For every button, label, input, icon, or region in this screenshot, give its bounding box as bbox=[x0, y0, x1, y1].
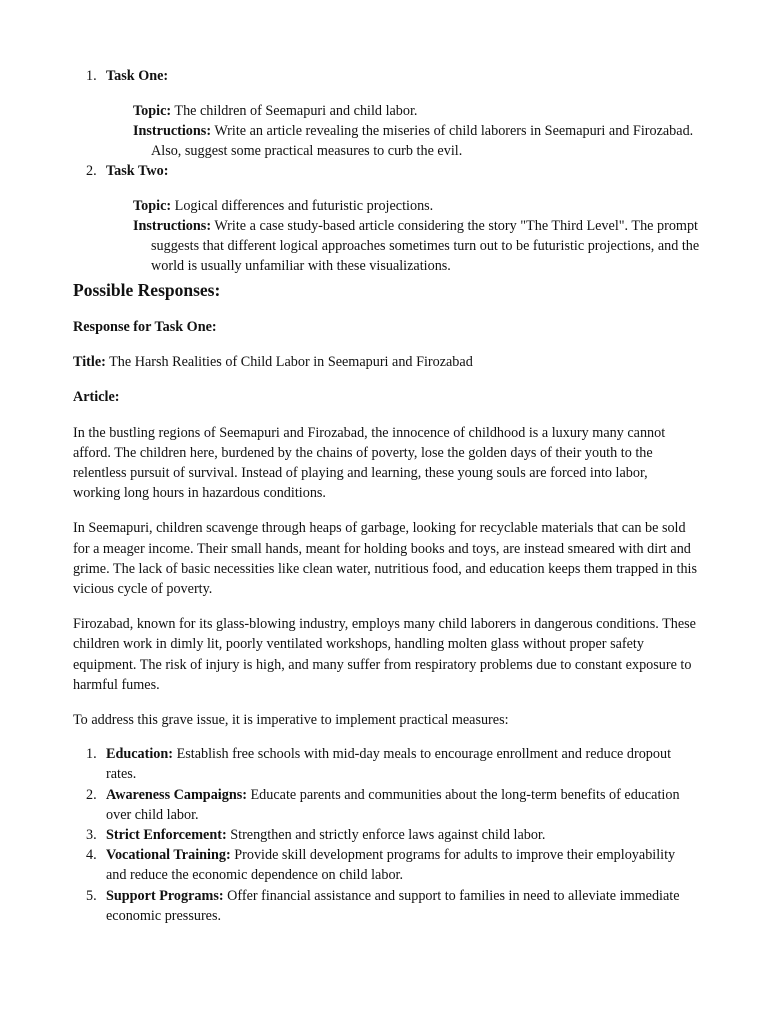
instructions-text: Write an article revealing the miseries of child laborers in Seemapuri and Firozabad. Also, suggest some practical measures to curb the evil. bbox=[151, 123, 694, 159]
topic-label: Topic: bbox=[133, 103, 172, 119]
measure-label: Education: bbox=[106, 746, 174, 763]
list-item bbox=[73, 825, 698, 845]
responses-heading: Possible Responses: bbox=[73, 280, 221, 300]
list-item bbox=[73, 845, 698, 885]
task-number: 1. bbox=[86, 68, 97, 84]
list-item bbox=[73, 886, 698, 926]
instructions-text: Write a case study-based article considering the story "The Third Level". The prompt suggests that different logical approaches sometimes turn out to be futuristic projections, and the world is usually unfamiliar with these visualizations. bbox=[151, 218, 700, 274]
topic-text: Logical differences and futuristic projections. bbox=[174, 198, 434, 214]
measure-label: Vocational Training: bbox=[106, 847, 231, 864]
task-instructions bbox=[133, 121, 713, 161]
list-number: 5. bbox=[86, 887, 97, 904]
responses-section bbox=[73, 278, 698, 926]
task-details bbox=[106, 196, 713, 276]
task-topic bbox=[133, 101, 713, 121]
title-label: Title: bbox=[73, 354, 106, 371]
task-instructions bbox=[133, 216, 713, 276]
task-topic bbox=[133, 196, 713, 216]
task-heading: Task One: bbox=[106, 68, 169, 84]
list-item bbox=[73, 744, 698, 784]
task-one-response-heading: Response for Task One: bbox=[73, 319, 217, 335]
list-number: 4. bbox=[86, 847, 97, 864]
task-details bbox=[106, 101, 713, 161]
measures-list bbox=[73, 744, 698, 926]
topic-label: Topic: bbox=[133, 198, 172, 214]
list-number: 1. bbox=[86, 746, 97, 763]
article-paragraph: Firozabad, known for its glass-blowing industry, employs many child laborers in dangerous conditions. These children work in dimly lit, poorly ventilated workshops, handling molten glass without proper safety equipment. The risk of injury is high, and many suffer from respiratory problems due to constant exposure to harmful fumes. bbox=[73, 616, 696, 693]
article-paragraph: In the bustling regions of Seemapuri and Firozabad, the innocence of childhood is a luxury many cannot afford. The children here, burdened by the chains of poverty, lose the golden days of their youth to the relentless pursuit of survival. Instead of playing and learning, these young souls are forced into labor, working long hours in hazardous conditions. bbox=[73, 424, 666, 502]
list-number: 3. bbox=[86, 827, 97, 844]
measure-label: Awareness Campaigns: bbox=[106, 786, 247, 803]
list-item bbox=[73, 785, 698, 825]
article-paragraph: In Seemapuri, children scavenge through heaps of garbage, looking for recyclable materials that can be sold for a meager income. Their small hands, meant for holding books and toys, are instead smeared with dirt and grime. The lack of basic necessities like clean water, nutritious food, and education keeps them trapped in this vicious cycle of poverty. bbox=[73, 520, 698, 598]
measure-text: Establish free schools with mid-day meals to encourage enrollment and reduce dropout rates. bbox=[106, 746, 672, 783]
measure-text: Educate parents and communities about the long-term benefits of education over child labor. bbox=[106, 786, 680, 823]
task-item-two bbox=[73, 161, 713, 276]
measure-text: Provide skill development programs for adults to improve their employability and reduce the economic dependence on child labor. bbox=[106, 847, 676, 884]
measure-text: Strengthen and strictly enforce laws against child labor. bbox=[230, 827, 546, 844]
task-list bbox=[73, 66, 713, 276]
instructions-label: Instructions: bbox=[133, 218, 212, 234]
measure-label: Support Programs: bbox=[106, 887, 224, 904]
article-title bbox=[73, 352, 698, 372]
instructions-label: Instructions: bbox=[133, 123, 212, 139]
article-label: Article: bbox=[73, 389, 120, 406]
measure-label: Strict Enforcement: bbox=[106, 827, 227, 844]
task-number: 2. bbox=[86, 163, 97, 179]
task-heading: Task Two: bbox=[106, 163, 169, 179]
task-item-one bbox=[73, 66, 713, 161]
list-number: 2. bbox=[86, 786, 97, 803]
title-text: The Harsh Realities of Child Labor in Seemapuri and Firozabad bbox=[109, 354, 473, 371]
article-paragraph: To address this grave issue, it is imperative to implement practical measures: bbox=[73, 712, 509, 729]
measure-text: Offer financial assistance and support to families in need to alleviate immediate economic pressures. bbox=[106, 887, 680, 924]
topic-text: The children of Seemapuri and child labor. bbox=[174, 103, 418, 119]
